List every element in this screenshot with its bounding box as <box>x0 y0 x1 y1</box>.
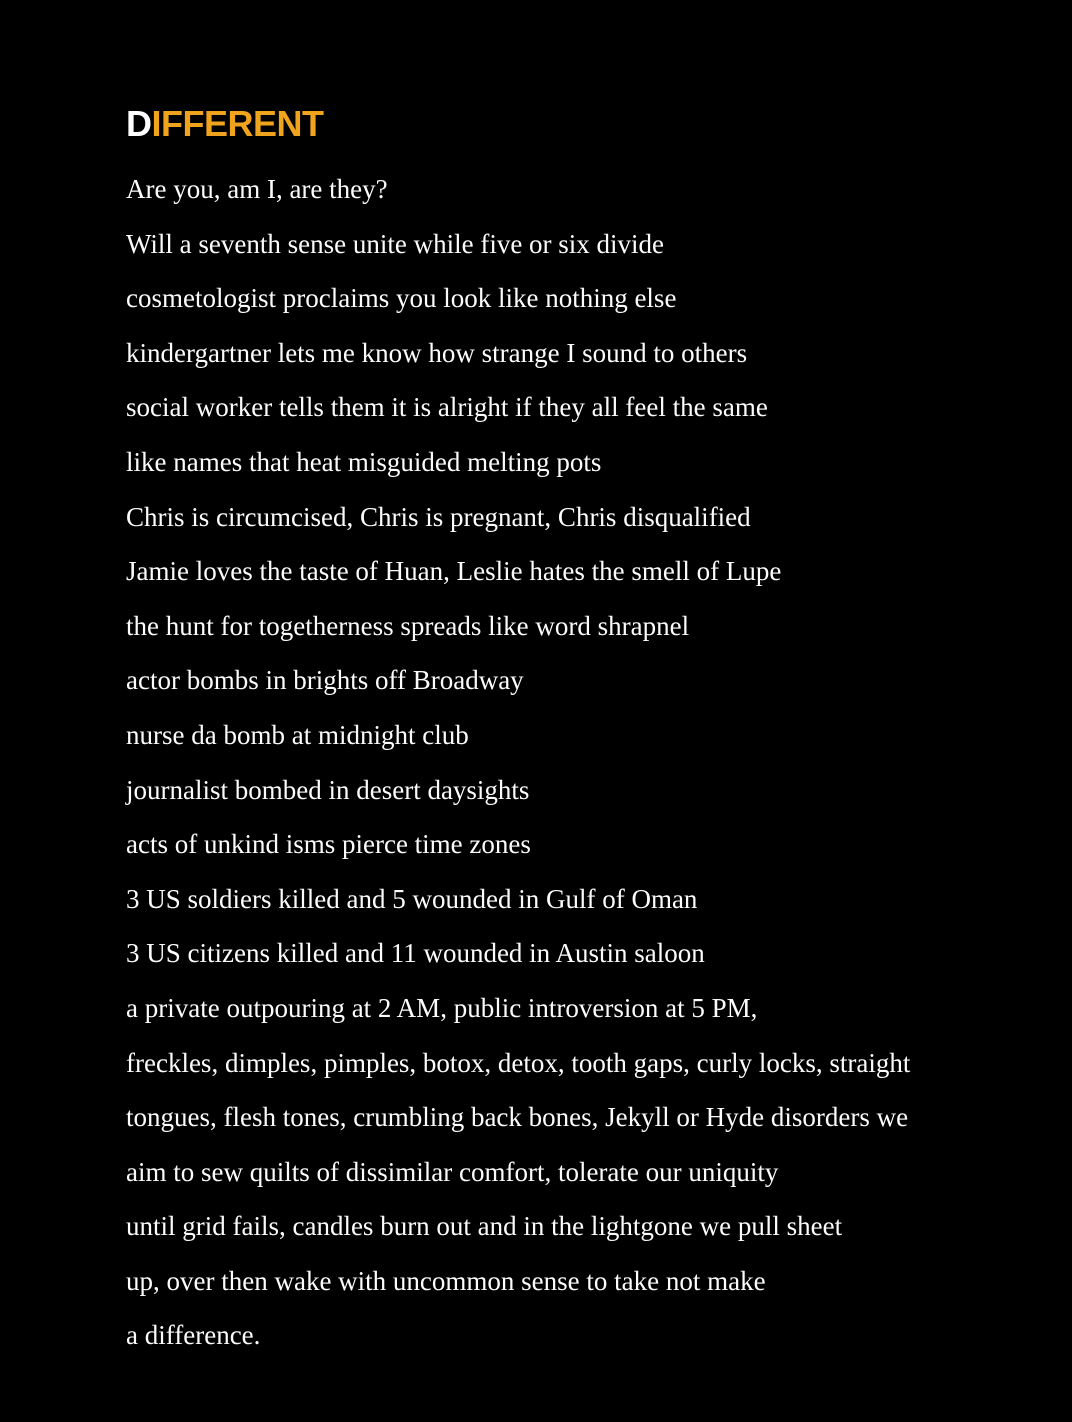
poem-line: 3 US citizens killed and 11 wounded in Austin saloon <box>126 938 705 969</box>
poem-line: Chris is circumcised, Chris is pregnant, Chris disqualified <box>126 501 751 532</box>
poem-line: freckles, dimples, pimples, botox, detox, tooth gaps, curly locks, straight <box>126 1047 911 1078</box>
poem-line: nurse da bomb at midnight club <box>126 719 469 750</box>
poem-line: Jamie loves the taste of Huan, Leslie hates the smell of Lupe <box>126 556 782 587</box>
poem-title <box>126 104 1012 144</box>
poem-line: actor bombs in brights off Broadway <box>126 665 524 696</box>
poem-line: up, over then wake with uncommon sense to take not make <box>126 1265 766 1296</box>
poem-line: the hunt for togetherness spreads like word shrapnel <box>126 610 690 641</box>
poem-line: 3 US soldiers killed and 5 wounded in Gulf of Oman <box>126 883 698 914</box>
poem-line: a private outpouring at 2 AM, public introversion at 5 PM, <box>126 992 758 1023</box>
poem-body <box>126 162 1012 1363</box>
poem-title-first-letter: D <box>126 103 152 144</box>
poem-line: acts of unkind isms pierce time zones <box>126 829 531 860</box>
poem-line: social worker tells them it is alright if they all feel the same <box>126 392 768 423</box>
poem-title-rest: IFFERENT <box>151 103 324 144</box>
poem-line: kindergartner lets me know how strange I sound to others <box>126 337 748 368</box>
poem-line: like names that heat misguided melting pots <box>126 446 602 477</box>
poem-line: aim to sew quilts of dissimilar comfort, tolerate our uniquity <box>126 1156 779 1187</box>
poem-line: a difference. <box>126 1320 261 1351</box>
poem-line: until grid fails, candles burn out and in the lightgone we pull sheet <box>126 1211 843 1242</box>
poem-line: Are you, am I, are they? <box>126 174 388 204</box>
poem-line: cosmetologist proclaims you look like nothing else <box>126 283 677 314</box>
poem-line: Will a seventh sense unite while five or six divide <box>126 228 665 259</box>
poem-line: journalist bombed in desert daysights <box>126 774 530 805</box>
poem-line: tongues, flesh tones, crumbling back bones, Jekyll or Hyde disorders we <box>126 1102 909 1133</box>
